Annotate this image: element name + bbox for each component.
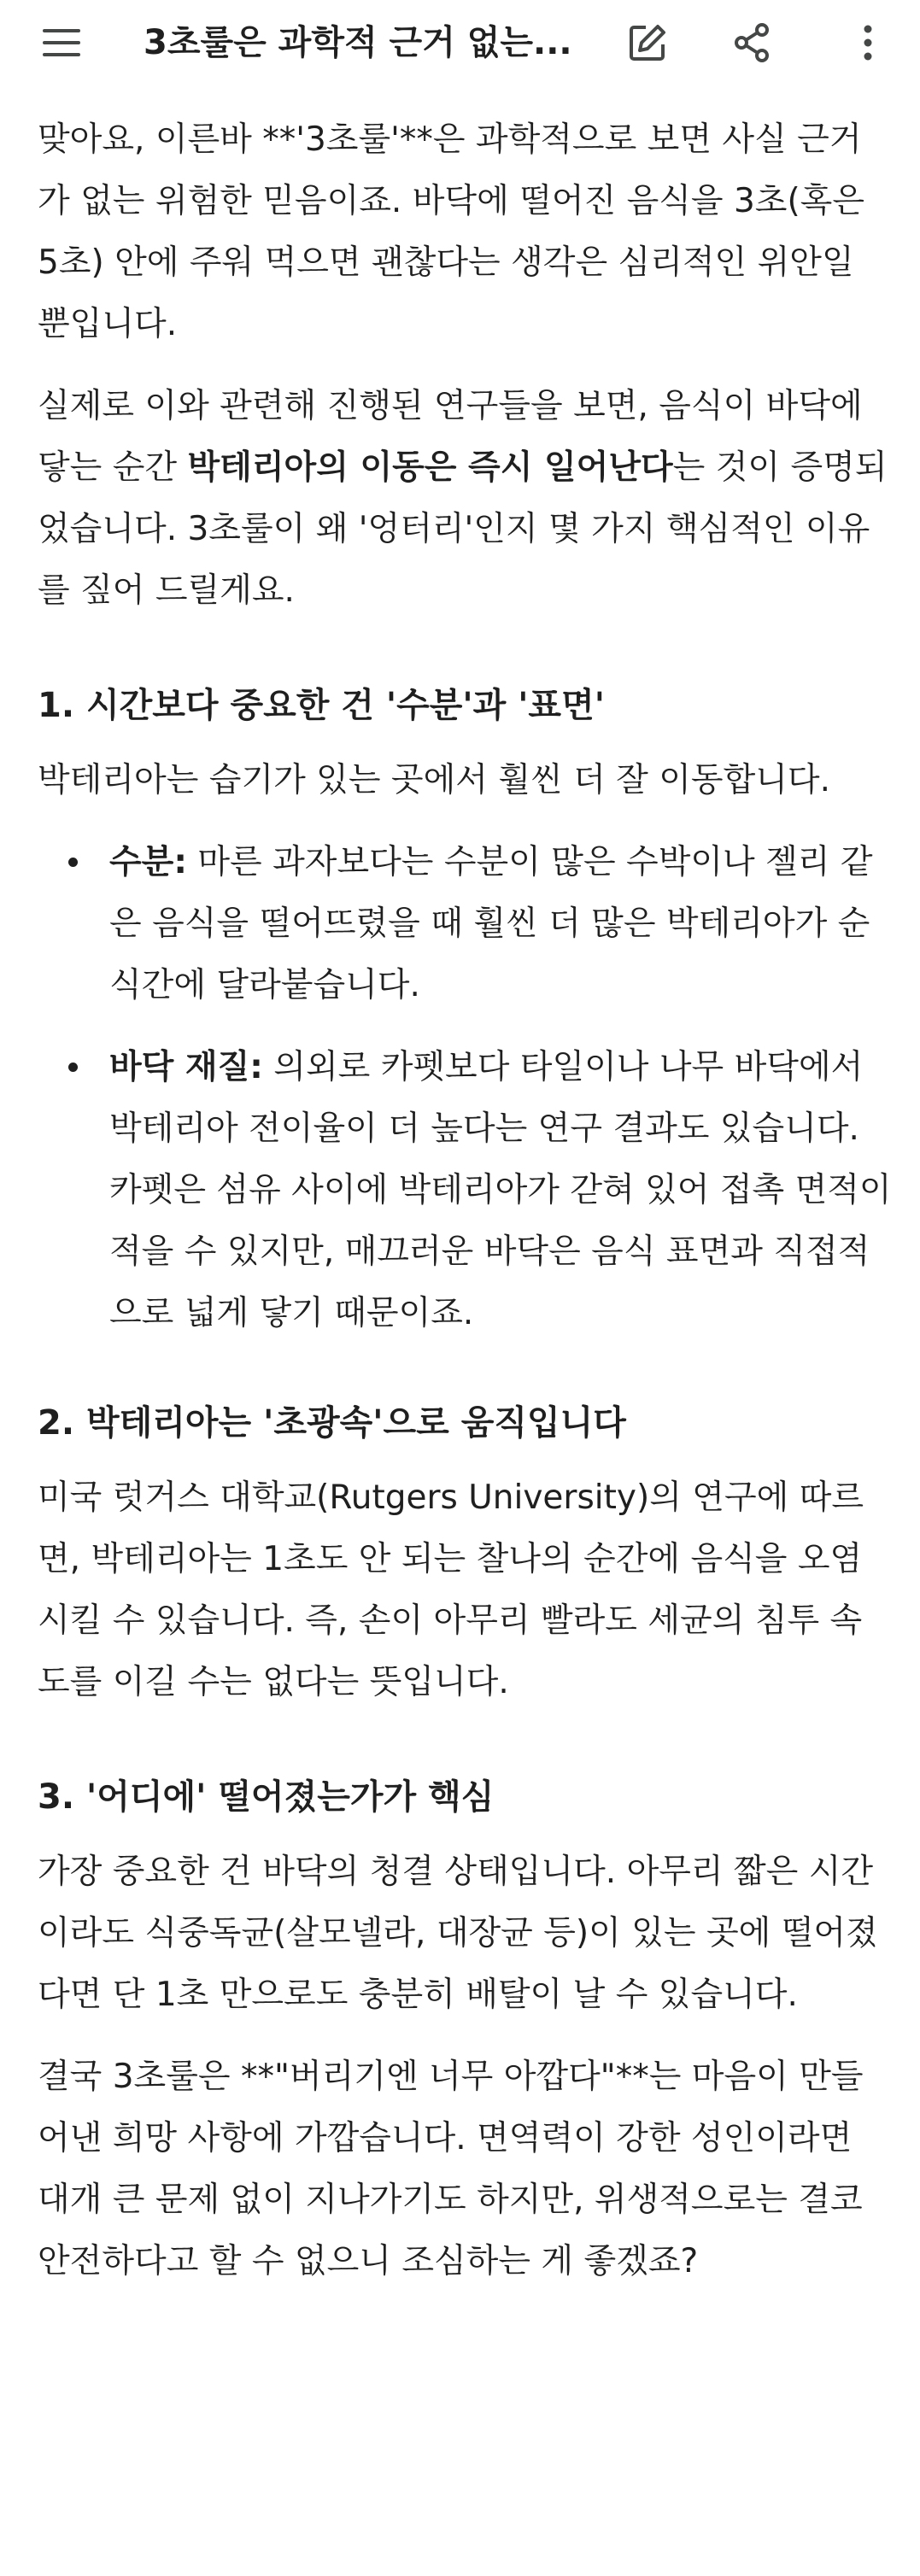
section-2-heading: 2. 박테리아는 '초광속'으로 움직입니다 [38, 1403, 626, 1443]
intro-paragraph: 맞아요, 이른바 **'3초룰'**은 과학적으로 보면 사실 근거가 없는 위험한 믿음이죠. 바닥에 떨어진 음식을 3초(혹은 5초) 안에 주워 먹으면 괜찮다는 생각은 심리적인 위안일 뿐입니다. [38, 120, 865, 343]
bullet-dot [68, 858, 78, 867]
list-item-text: 마른 과자보다는 수분이 많은 수박이나 젤리 같은 음식을 떨어뜨렸을 때 훨씬 더 많은 박테리아가 순식간에 달라붙습니다. [109, 843, 873, 1004]
menu-icon[interactable] [38, 22, 85, 63]
conclusion-paragraph: 결국 3초룰은 **"버리기엔 너무 아깝다"**는 마음이 만들어낸 희망 사항에 가깝습니다. 면역력이 강한 성인이라면 대개 큰 문제 없이 지나가기도 하지만, 위생적으로는 결코 안전하다고 할 수 없으니 조심하는 게 좋겠죠? [38, 2058, 864, 2280]
evidence-paragraph [38, 376, 892, 622]
bullet-dot [68, 1063, 78, 1072]
section-1-list [38, 832, 892, 1344]
section-3-heading: 3. '어디에' 떨어졌는가가 핵심 [38, 1777, 495, 1817]
response-content [38, 109, 892, 2292]
evidence-text-before: 실제로 이와 관련해 진행된 연구들을 보면, 음식이 바닥에 닿는 순간 [38, 387, 863, 487]
section-2-text: 미국 럿거스 대학교(Rutgers University)의 연구에 따르면, 박테리아는 1초도 안 되는 찰나의 순간에 음식을 오염시킬 수 있습니다. 즉, 손이 아무리 빨라도 세균의 침투 속도를 이길 수는 없다는 뜻입니다. [38, 1478, 864, 1701]
edit-icon[interactable] [624, 19, 671, 67]
section-1-heading: 1. 시간보다 중요한 건 '수분'과 '표면' [38, 686, 605, 725]
evidence-bold-text: 박테리아의 이동은 즉시 일어난다 [187, 448, 673, 487]
section-3-text: 가장 중요한 건 바닥의 청결 상태입니다. 아무리 짧은 시간이라도 식중독균(살모넬라, 대장균 등)이 있는 곳에 떨어졌다면 단 1초 만으로도 충분히 배탈이 날 수 있습니다. [38, 1853, 878, 2014]
list-item-moisture [38, 832, 892, 1016]
list-item-floor [38, 1037, 892, 1344]
list-item-text: 의외로 카펫보다 타일이나 나무 바닥에서 박테리아 전이율이 더 높다는 연구 결과도 있습니다. 카펫은 섬유 사이에 박테리아가 갇혀 있어 접촉 면적이 적을 수 있지만, 매끄러운 바닥은 음식 표면과 직접적으로 넓게 닿기 때문이죠. [109, 1048, 892, 1332]
app-bar [0, 0, 920, 85]
list-item-label: 바닥 재질: [109, 1048, 263, 1086]
section-1-text: 박테리아는 습기가 있는 곳에서 훨씬 더 잘 이동합니다. [38, 761, 831, 799]
evidence-text-after: 는 것이 증명되었습니다. 3초룰이 왜 '엉터리'인지 몇 가지 핵심적인 이유를 짚어 드릴게요. [38, 448, 888, 610]
share-icon[interactable] [728, 19, 776, 67]
more-vert-icon[interactable] [844, 19, 892, 67]
list-item-label: 수분: [109, 843, 187, 881]
conversation-title: 3초룰은 과학적 근거 없는... [144, 23, 572, 62]
